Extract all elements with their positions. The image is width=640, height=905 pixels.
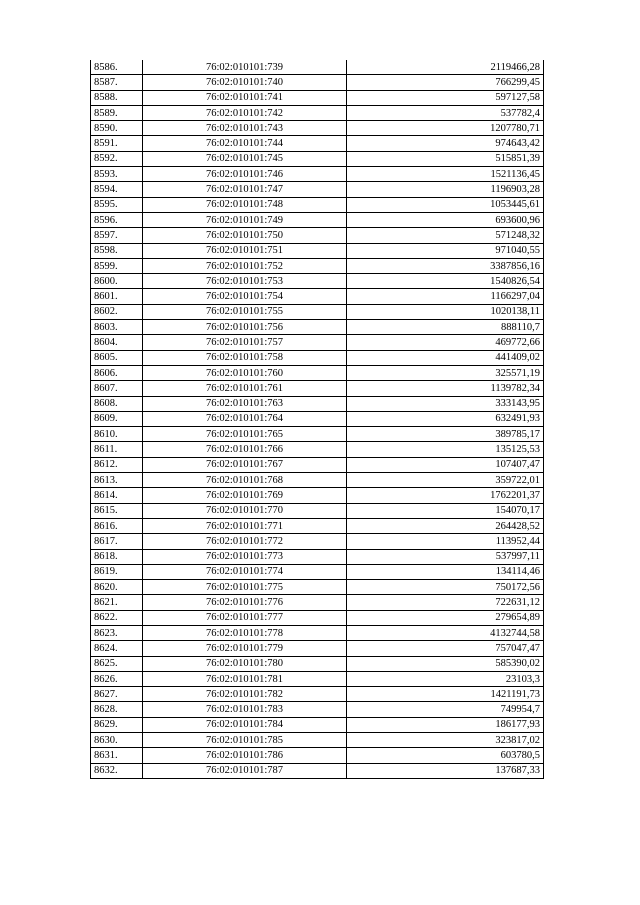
cadastral-number-cell: 76:02:010101:751 [143, 243, 347, 258]
table-row [91, 243, 544, 258]
value-cell: 134114,46 [347, 564, 544, 579]
row-number-cell: 8628. [91, 702, 143, 717]
cadastral-number-cell: 76:02:010101:779 [143, 641, 347, 656]
row-number-cell: 8586. [91, 60, 143, 75]
table-row [91, 549, 544, 564]
cadastral-number-cell: 76:02:010101:753 [143, 274, 347, 289]
table-row [91, 182, 544, 197]
row-number-cell: 8587. [91, 75, 143, 90]
cadastral-number-cell: 76:02:010101:757 [143, 335, 347, 350]
value-cell: 1020138,11 [347, 304, 544, 319]
row-number-cell: 8616. [91, 518, 143, 533]
value-cell: 389785,17 [347, 427, 544, 442]
table-row [91, 289, 544, 304]
value-cell: 1540826,54 [347, 274, 544, 289]
row-number-cell: 8613. [91, 473, 143, 488]
table-row [91, 396, 544, 411]
table-row [91, 335, 544, 350]
cadastral-number-cell: 76:02:010101:761 [143, 381, 347, 396]
cadastral-number-cell: 76:02:010101:755 [143, 304, 347, 319]
value-cell: 537782,4 [347, 105, 544, 120]
table-row [91, 121, 544, 136]
value-cell: 1521136,45 [347, 167, 544, 182]
table-row [91, 427, 544, 442]
table-row [91, 564, 544, 579]
value-cell: 1207780,71 [347, 121, 544, 136]
table-row [91, 580, 544, 595]
cadastral-number-cell: 76:02:010101:787 [143, 763, 347, 778]
row-number-cell: 8608. [91, 396, 143, 411]
value-cell: 154070,17 [347, 503, 544, 518]
table-row [91, 197, 544, 212]
table-row [91, 442, 544, 457]
value-cell: 1053445,61 [347, 197, 544, 212]
table-row [91, 167, 544, 182]
cadastral-number-cell: 76:02:010101:770 [143, 503, 347, 518]
value-cell: 585390,02 [347, 656, 544, 671]
row-number-cell: 8631. [91, 748, 143, 763]
row-number-cell: 8600. [91, 274, 143, 289]
row-number-cell: 8618. [91, 549, 143, 564]
cadastral-number-cell: 76:02:010101:756 [143, 320, 347, 335]
cadastral-number-cell: 76:02:010101:749 [143, 212, 347, 227]
value-cell: 137687,33 [347, 763, 544, 778]
row-number-cell: 8617. [91, 534, 143, 549]
table-row [91, 381, 544, 396]
cadastral-number-cell: 76:02:010101:765 [143, 427, 347, 442]
cadastral-number-cell: 76:02:010101:786 [143, 748, 347, 763]
value-cell: 571248,32 [347, 228, 544, 243]
table-row [91, 228, 544, 243]
cadastral-number-cell: 76:02:010101:782 [143, 687, 347, 702]
value-cell: 757047,47 [347, 641, 544, 656]
cadastral-number-cell: 76:02:010101:746 [143, 167, 347, 182]
row-number-cell: 8602. [91, 304, 143, 319]
table-body [91, 60, 544, 778]
row-number-cell: 8592. [91, 151, 143, 166]
cadastral-number-cell: 76:02:010101:767 [143, 457, 347, 472]
table-row [91, 687, 544, 702]
row-number-cell: 8605. [91, 350, 143, 365]
table-row [91, 625, 544, 640]
row-number-cell: 8601. [91, 289, 143, 304]
cadastral-number-cell: 76:02:010101:741 [143, 90, 347, 105]
cadastral-number-cell: 76:02:010101:773 [143, 549, 347, 564]
value-cell: 441409,02 [347, 350, 544, 365]
value-cell: 537997,11 [347, 549, 544, 564]
cadastral-number-cell: 76:02:010101:775 [143, 580, 347, 595]
value-cell: 974643,42 [347, 136, 544, 151]
table-row [91, 258, 544, 273]
table-row [91, 320, 544, 335]
cadastral-number-cell: 76:02:010101:747 [143, 182, 347, 197]
cadastral-number-cell: 76:02:010101:744 [143, 136, 347, 151]
row-number-cell: 8612. [91, 457, 143, 472]
table-row [91, 534, 544, 549]
table-row [91, 488, 544, 503]
value-cell: 325571,19 [347, 365, 544, 380]
row-number-cell: 8588. [91, 90, 143, 105]
value-cell: 264428,52 [347, 518, 544, 533]
row-number-cell: 8597. [91, 228, 143, 243]
cadastral-number-cell: 76:02:010101:758 [143, 350, 347, 365]
row-number-cell: 8629. [91, 717, 143, 732]
cadastral-number-cell: 76:02:010101:774 [143, 564, 347, 579]
row-number-cell: 8599. [91, 258, 143, 273]
cadastral-value-table [90, 60, 544, 779]
value-cell: 693600,96 [347, 212, 544, 227]
row-number-cell: 8596. [91, 212, 143, 227]
value-cell: 2119466,28 [347, 60, 544, 75]
cadastral-number-cell: 76:02:010101:745 [143, 151, 347, 166]
value-cell: 1421191,73 [347, 687, 544, 702]
cadastral-number-cell: 76:02:010101:764 [143, 411, 347, 426]
table-row [91, 136, 544, 151]
value-cell: 1139782,34 [347, 381, 544, 396]
table-row [91, 350, 544, 365]
row-number-cell: 8625. [91, 656, 143, 671]
value-cell: 722631,12 [347, 595, 544, 610]
cadastral-number-cell: 76:02:010101:752 [143, 258, 347, 273]
cadastral-number-cell: 76:02:010101:750 [143, 228, 347, 243]
value-cell: 603780,5 [347, 748, 544, 763]
table-row [91, 105, 544, 120]
table-row [91, 365, 544, 380]
cadastral-number-cell: 76:02:010101:740 [143, 75, 347, 90]
table-row [91, 212, 544, 227]
table-row [91, 411, 544, 426]
row-number-cell: 8630. [91, 733, 143, 748]
row-number-cell: 8621. [91, 595, 143, 610]
value-cell: 135125,53 [347, 442, 544, 457]
row-number-cell: 8619. [91, 564, 143, 579]
row-number-cell: 8590. [91, 121, 143, 136]
value-cell: 750172,56 [347, 580, 544, 595]
table-row [91, 151, 544, 166]
row-number-cell: 8591. [91, 136, 143, 151]
cadastral-number-cell: 76:02:010101:780 [143, 656, 347, 671]
cadastral-number-cell: 76:02:010101:748 [143, 197, 347, 212]
row-number-cell: 8595. [91, 197, 143, 212]
table-row [91, 595, 544, 610]
table-row [91, 671, 544, 686]
value-cell: 597127,58 [347, 90, 544, 105]
table-row [91, 763, 544, 778]
cadastral-number-cell: 76:02:010101:781 [143, 671, 347, 686]
row-number-cell: 8609. [91, 411, 143, 426]
table-row [91, 610, 544, 625]
row-number-cell: 8610. [91, 427, 143, 442]
table-row [91, 518, 544, 533]
value-cell: 113952,44 [347, 534, 544, 549]
cadastral-number-cell: 76:02:010101:771 [143, 518, 347, 533]
value-cell: 1762201,37 [347, 488, 544, 503]
table-row [91, 274, 544, 289]
cadastral-number-cell: 76:02:010101:739 [143, 60, 347, 75]
cadastral-number-cell: 76:02:010101:785 [143, 733, 347, 748]
cadastral-number-cell: 76:02:010101:742 [143, 105, 347, 120]
cadastral-number-cell: 76:02:010101:783 [143, 702, 347, 717]
row-number-cell: 8594. [91, 182, 143, 197]
value-cell: 888110,7 [347, 320, 544, 335]
value-cell: 1196903,28 [347, 182, 544, 197]
value-cell: 749954,7 [347, 702, 544, 717]
row-number-cell: 8607. [91, 381, 143, 396]
row-number-cell: 8622. [91, 610, 143, 625]
row-number-cell: 8598. [91, 243, 143, 258]
row-number-cell: 8593. [91, 167, 143, 182]
row-number-cell: 8623. [91, 625, 143, 640]
cadastral-number-cell: 76:02:010101:743 [143, 121, 347, 136]
cadastral-number-cell: 76:02:010101:760 [143, 365, 347, 380]
cadastral-number-cell: 76:02:010101:763 [143, 396, 347, 411]
value-cell: 4132744,58 [347, 625, 544, 640]
row-number-cell: 8626. [91, 671, 143, 686]
row-number-cell: 8606. [91, 365, 143, 380]
value-cell: 359722,01 [347, 473, 544, 488]
cadastral-number-cell: 76:02:010101:784 [143, 717, 347, 732]
row-number-cell: 8603. [91, 320, 143, 335]
cadastral-number-cell: 76:02:010101:769 [143, 488, 347, 503]
table-row [91, 717, 544, 732]
cadastral-number-cell: 76:02:010101:768 [143, 473, 347, 488]
table-row [91, 473, 544, 488]
value-cell: 186177,93 [347, 717, 544, 732]
value-cell: 632491,93 [347, 411, 544, 426]
value-cell: 23103,3 [347, 671, 544, 686]
cadastral-number-cell: 76:02:010101:754 [143, 289, 347, 304]
row-number-cell: 8615. [91, 503, 143, 518]
table-row [91, 90, 544, 105]
value-cell: 1166297,04 [347, 289, 544, 304]
row-number-cell: 8611. [91, 442, 143, 457]
row-number-cell: 8614. [91, 488, 143, 503]
cadastral-number-cell: 76:02:010101:772 [143, 534, 347, 549]
table-row [91, 733, 544, 748]
cadastral-number-cell: 76:02:010101:776 [143, 595, 347, 610]
cadastral-number-cell: 76:02:010101:777 [143, 610, 347, 625]
value-cell: 766299,45 [347, 75, 544, 90]
table-row [91, 457, 544, 472]
value-cell: 469772,66 [347, 335, 544, 350]
row-number-cell: 8632. [91, 763, 143, 778]
table-row [91, 304, 544, 319]
table-row [91, 60, 544, 75]
cadastral-number-cell: 76:02:010101:778 [143, 625, 347, 640]
value-cell: 279654,89 [347, 610, 544, 625]
value-cell: 971040,55 [347, 243, 544, 258]
row-number-cell: 8604. [91, 335, 143, 350]
row-number-cell: 8624. [91, 641, 143, 656]
row-number-cell: 8627. [91, 687, 143, 702]
value-cell: 107407,47 [347, 457, 544, 472]
row-number-cell: 8589. [91, 105, 143, 120]
value-cell: 333143,95 [347, 396, 544, 411]
cadastral-number-cell: 76:02:010101:766 [143, 442, 347, 457]
value-cell: 323817,02 [347, 733, 544, 748]
value-cell: 3387856,16 [347, 258, 544, 273]
value-cell: 515851,39 [347, 151, 544, 166]
table-row [91, 702, 544, 717]
table-row [91, 503, 544, 518]
row-number-cell: 8620. [91, 580, 143, 595]
table-row [91, 641, 544, 656]
table-row [91, 656, 544, 671]
table-row [91, 748, 544, 763]
table-row [91, 75, 544, 90]
